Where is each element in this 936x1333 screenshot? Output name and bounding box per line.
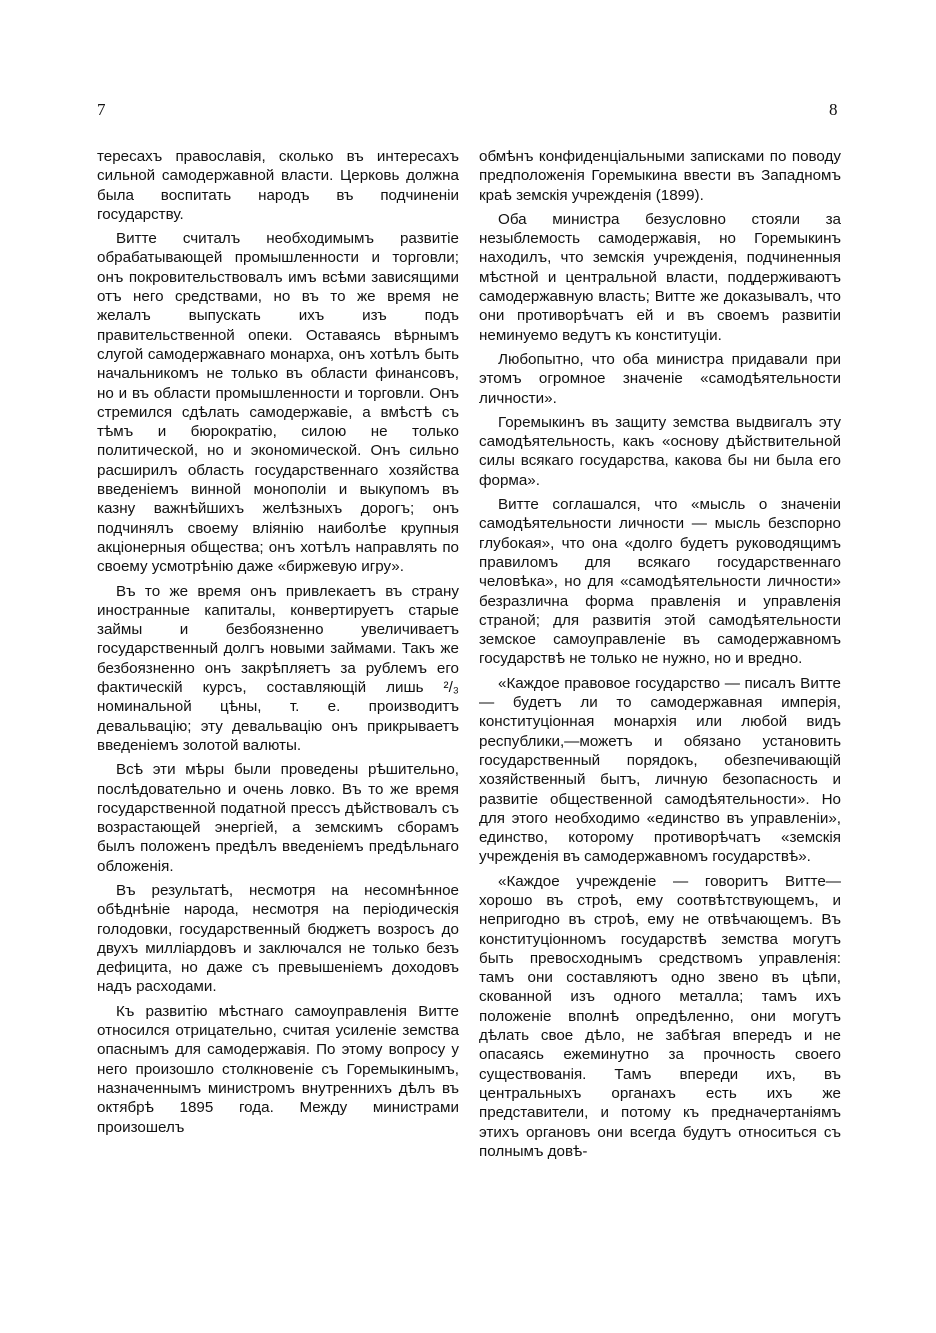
paragraph: «Каждое учрежденіе — говоритъ Витте— хорошо въ строѣ, ему соотвѣтствующемъ, и непригодно въ строѣ, ему не отвѣчающемъ. Въ конституціонномъ государствѣ земства могутъ быть превосходнымъ средствомъ управленія: тамъ они составляютъ одно звено въ цѣпи, скованной изъ одного металла; тамъ ихъ положеніе вполнѣ опредѣленно, они могутъ дѣлать свое дѣло, не забѣгая впередъ и не опасаясь ежеминутно за прочность своего существованія. Тамъ впереди ихъ, въ центральныхъ органахъ есть ихъ же представители, и потому къ предначертаніямъ этихъ органовъ они всегда будутъ относиться съ полнымъ довѣ- — [479, 872, 841, 1160]
paragraph: Горемыкинъ въ защиту земства выдвигалъ эту самодѣятельность, какъ «основу дѣйствительной силы всякаго государства, какова бы ни была его форма». — [479, 413, 841, 489]
right-text-column — [479, 147, 841, 1166]
right-page-number: 8 — [829, 100, 838, 119]
paragraph: Витте соглашался, что «мысль о значеніи самодѣятельности личности — мысль безспорно глубокая», что она «долго будетъ руководящимъ правиломъ для всякаго государственнаго человѣка», но для «самодѣятельности личности» безразлична форма правленія и управленія страной; для развитія этой самодѣятельности земское самоуправленіе въ самодержавномъ государствѣ не только не нужно, но и вредно. — [479, 496, 841, 668]
paragraph: Къ развитію мѣстнаго самоуправленія Витте относился отрицательно, считая усиленіе земства опаснымъ для самодержавія. По этому вопросу у него произошло столкновеніе съ Горемыкинымъ, назначеннымъ министромъ внутреннихъ дѣлъ въ октябрѣ 1895 года. Между министрами произошелъ — [97, 1002, 459, 1136]
paragraph: «Каждое правовое государство — писалъ Витте — будетъ ли то самодержавная имперія, конституціонная монархія или любой видъ республики,—можетъ и обязано установить государственный порядокъ, обезпечивающій хозяйственный бытъ, личную безопасность и развитіе общественной самодѣятельности». Но для этого необходимо «единство въ управленіи», единство, которому противорѣчатъ «земскія учрежденія въ самодержавномъ государствѣ». — [479, 674, 841, 866]
paragraph: Въ то же время онъ привлекаетъ въ страну иностранные капиталы, конвертируетъ старые займы и безбоязненно увеличиваетъ государственный долгъ новыми займами. Такъ же безбоязненно онъ закрѣпляетъ за рублемъ его фактическій курсъ, составляющій лишь ²/₃ номинальной цѣны, т. е. производитъ девальвацію; эту девальвацію онъ прикрываетъ введеніемъ золотой валюты. — [97, 582, 459, 754]
paragraph: Витте считалъ необходимымъ развитіе обрабатывающей промышленности и торговли; онъ покровительствовалъ имъ всѣми зависящими отъ него средствами, но въ то же время не желалъ выпускать ихъ изъ подъ правительственной опеки. Оставаясь вѣрнымъ слугой самодержавнаго монарха, онъ хотѣлъ быть начальникомъ не только въ области финансовъ, но и въ области промышленности и торговли. Онъ стремился сдѣлать самодержавіе, а вмѣстѣ съ тѣмъ и бюрократію, силою не только политической, но и экономической. Онъ сильно расширилъ область государственнаго хозяйства введеніемъ винной монополіи и выкупомъ въ казну важнѣйшихъ желѣзныхъ дорогъ; онъ подчинялъ своему вліянію наиболѣе крупныя акціонерныя общества; онъ хотѣлъ направлять по своему усмотрѣнію даже «биржевую игру». — [97, 230, 459, 576]
paragraph: Оба министра безусловно стояли за незыблемость самодержавія, но Горемыкинъ находилъ, что земскія учрежденія, подчиненныя мѣстной и центральной власти, поддерживаютъ самодержавную власть; Витте же доказывалъ, что они противорѣчатъ ей и въ своемъ развитіи неминуемо ведутъ къ конституціи. — [479, 210, 841, 344]
paragraph: тересахъ православія, сколько въ интересахъ сильной самодержавной власти. Церковь должна была воспитать народъ въ подчиненіи государству. — [97, 148, 459, 223]
paragraph: обмѣнъ конфиденціальными записками по поводу предположенія Горемыкина ввести въ Западномъ краѣ земскія учрежденія (1899). — [479, 148, 841, 204]
paragraph: Любопытно, что оба министра придавали при этомъ огромное значеніе «самодѣятельности личности». — [479, 350, 841, 407]
paragraph: Всѣ эти мѣры были проведены рѣшительно, послѣдовательно и очень ловко. Въ то же время государственной податной прессъ дѣйствовалъ съ возрастающей энергіей, а земскимъ сборамъ былъ положенъ предѣлъ введеніемъ предѣльнаго обложенія. — [97, 761, 459, 875]
paragraph: Въ результатѣ, несмотря на несомнѣнное обѣднѣніе народа, несмотря на періодическія голодовки, государственный бюджетъ возросъ до двухъ милліардовъ и заключался не только безъ дефицита, но даже съ превышеніемъ доходовъ надъ расходами. — [97, 881, 459, 996]
left-page-number: 7 — [97, 100, 106, 119]
left-text-column — [97, 147, 459, 1142]
